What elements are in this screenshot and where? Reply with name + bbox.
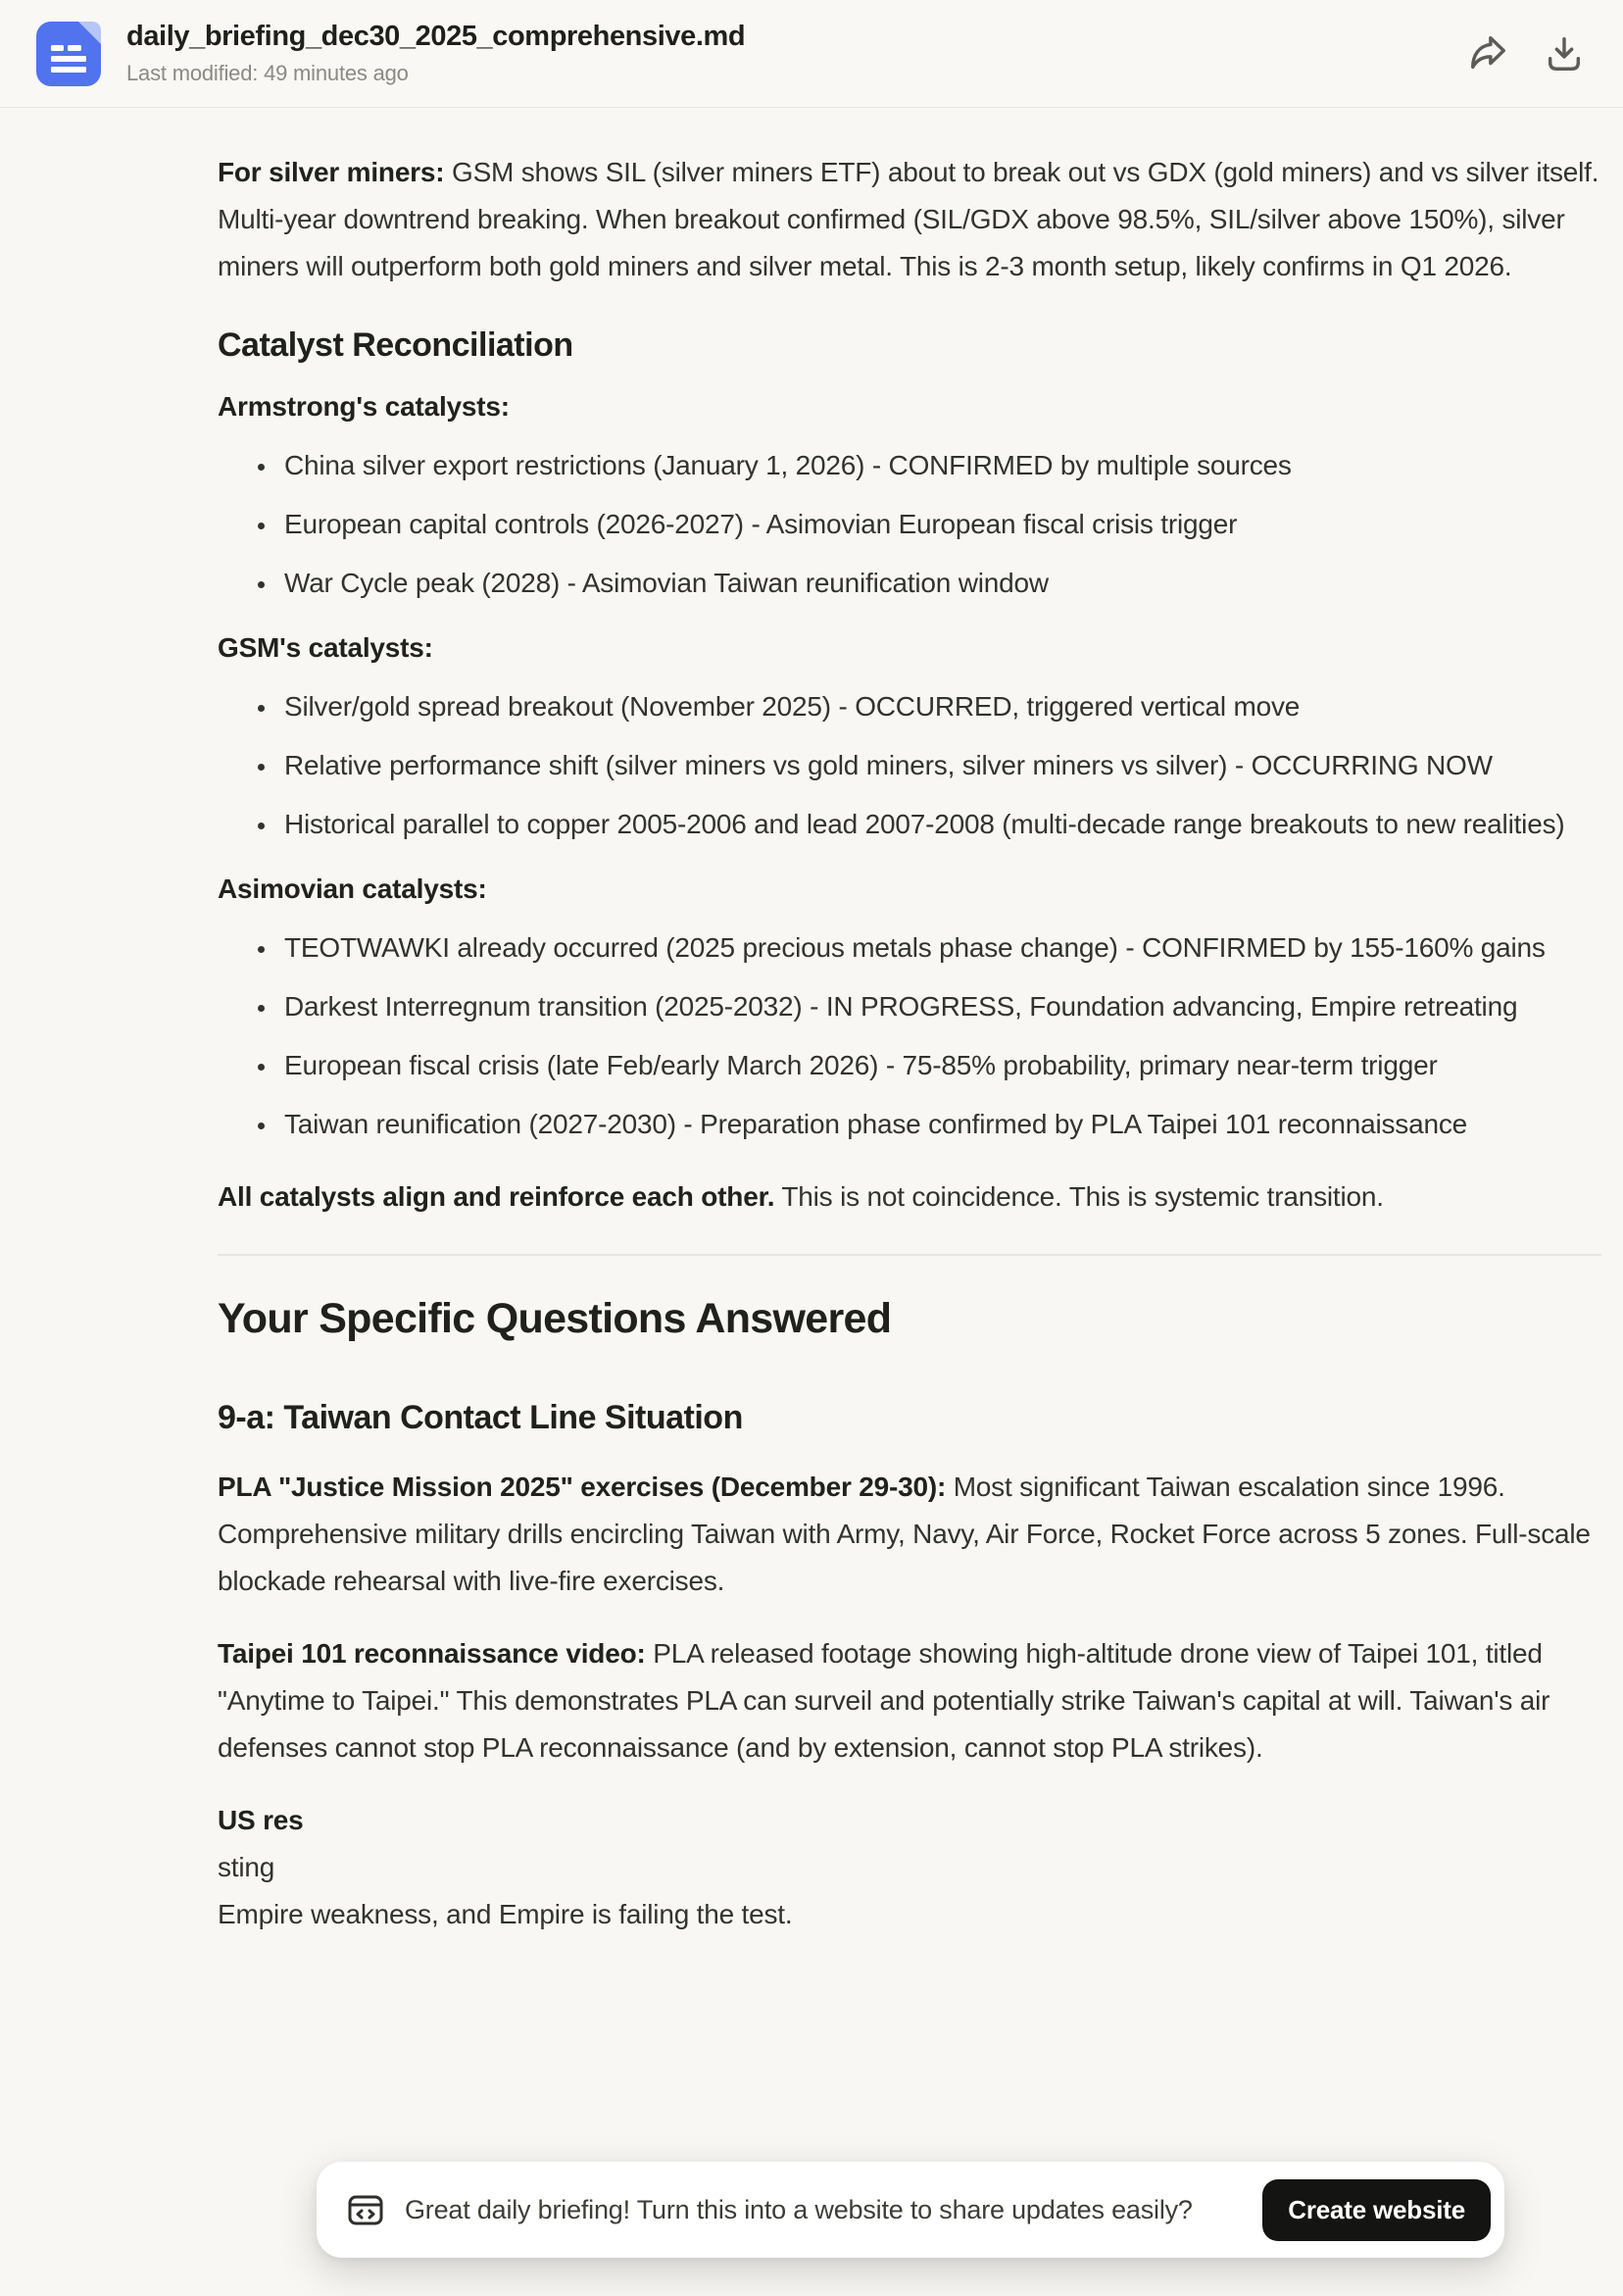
paragraph-pla-exercises [218,1464,1601,1605]
section-heading-catalyst-reconciliation: Catalyst Reconciliation [218,326,573,364]
group-label-armstrong: Armstrong's catalysts: [218,390,510,422]
header-bar [0,0,1623,108]
paragraph-lead: PLA "Justice Mission 2025" exercises (December 29-30): [218,1472,947,1503]
paragraph-text: Empire weakness, and Empire is failing the test. [218,1899,793,1930]
occluded-line [218,1797,1601,1891]
file-last-modified: Last modified: 49 minutes ago [126,60,409,85]
bullet-list-asimovian [218,924,1601,1148]
group-label-asimovian: Asimovian catalysts: [218,873,487,904]
closing-lead: All catalysts align and reinforce each other. [218,1180,775,1212]
website-code-icon [346,2190,385,2229]
document-preview [0,108,1623,1938]
list-item: • Silver/gold spread breakout (November 2025) - OCCURRED, triggered vertical move [278,683,1601,730]
intro-lead: For silver miners: [218,157,445,187]
create-website-button[interactable]: Create website [1262,2179,1491,2241]
create-website-toast [317,2162,1504,2258]
bullet-list-armstrong [218,442,1601,607]
paragraph-text: Most significant Taiwan escalation since 1996. Comprehensive military drills encircling Taiwan with Army, Navy, Air Force, Rocket Force across 5 zones. Full-scale blockade rehearsal with live-fire exercises. [218,1472,1591,1597]
page-title: Your Specific Questions Answered [218,1294,892,1342]
occluded-fragment: sting [218,1852,275,1883]
download-icon [1544,33,1585,75]
list-item: • Darkest Interregnum transition (2025-2032) - IN PROGRESS, Foundation advancing, Empire retreating [278,983,1601,1030]
list-item: • European fiscal crisis (late Feb/early March 2026) - 75-85% probability, primary near-term trigger [278,1042,1601,1089]
closing-text: This is not coincidence. This is systemic transition. [781,1180,1384,1212]
list-item: • TEOTWAWKI already occurred (2025 precious metals phase change) - CONFIRMED by 155-160% gains [278,924,1601,972]
file-title: daily_briefing_dec30_2025_comprehensive.md [126,21,746,53]
intro-paragraph [218,149,1601,290]
document-icon [36,22,101,86]
list-item: • Relative performance shift (silver miners vs gold miners, silver miners vs silver) - OCCURRING NOW [278,742,1601,789]
list-item: • European capital controls (2026-2027) - Asimovian European fiscal crisis trigger [278,501,1601,548]
paragraph-lead: US res [218,1805,304,1836]
list-item: • China silver export restrictions (January 1, 2026) - CONFIRMED by multiple sources [278,442,1601,489]
paragraph-taipei-101 [218,1630,1601,1772]
subsection-heading-9a: 9-a: Taiwan Contact Line Situation [218,1399,743,1437]
header-actions [1466,32,1586,75]
list-item: • Historical parallel to copper 2005-2006 and lead 2007-2008 (multi-decade range breakouts to new realities) [278,801,1601,848]
share-icon [1467,33,1508,75]
paragraph-text: PLA released footage showing high-altitude drone view of Taipei 101, titled "Anytime to Taipei." This demonstrates PLA can surveil and potentially strike Taiwan's capital at will. Taiwan's air defenses cannot stop PLA reconnaissance (and by extension, cannot stop PLA strikes). [218,1638,1550,1764]
horizontal-divider [218,1254,1601,1256]
file-meta [126,21,745,85]
intro-text: GSM shows SIL (silver miners ETF) about to break out vs GDX (gold miners) and vs silver itself. Multi-year downtrend breaking. When breakout confirmed (SIL/GDX above 98.5%, SIL/silver above 150%), silver miners will outperform both gold miners and silver metal. This is 2-3 month setup, likely confirms in Q1 2026. [218,157,1599,281]
download-button[interactable] [1543,32,1586,75]
list-item: • Taiwan reunification (2027-2030) - Preparation phase confirmed by PLA Taipei 101 reconnaissance [278,1101,1601,1148]
toast-message: Great daily briefing! Turn this into a website to share updates easily? [405,2194,1193,2224]
paragraph-lead: Taipei 101 reconnaissance video: [218,1638,646,1670]
list-item: • War Cycle peak (2028) - Asimovian Taiwan reunification window [278,560,1601,607]
paragraph-us-response-occluded [218,1797,1601,1938]
share-button[interactable] [1466,32,1509,75]
group-label-gsm: GSM's catalysts: [218,631,433,663]
closing-paragraph [218,1173,1601,1221]
bullet-list-gsm [218,683,1601,848]
